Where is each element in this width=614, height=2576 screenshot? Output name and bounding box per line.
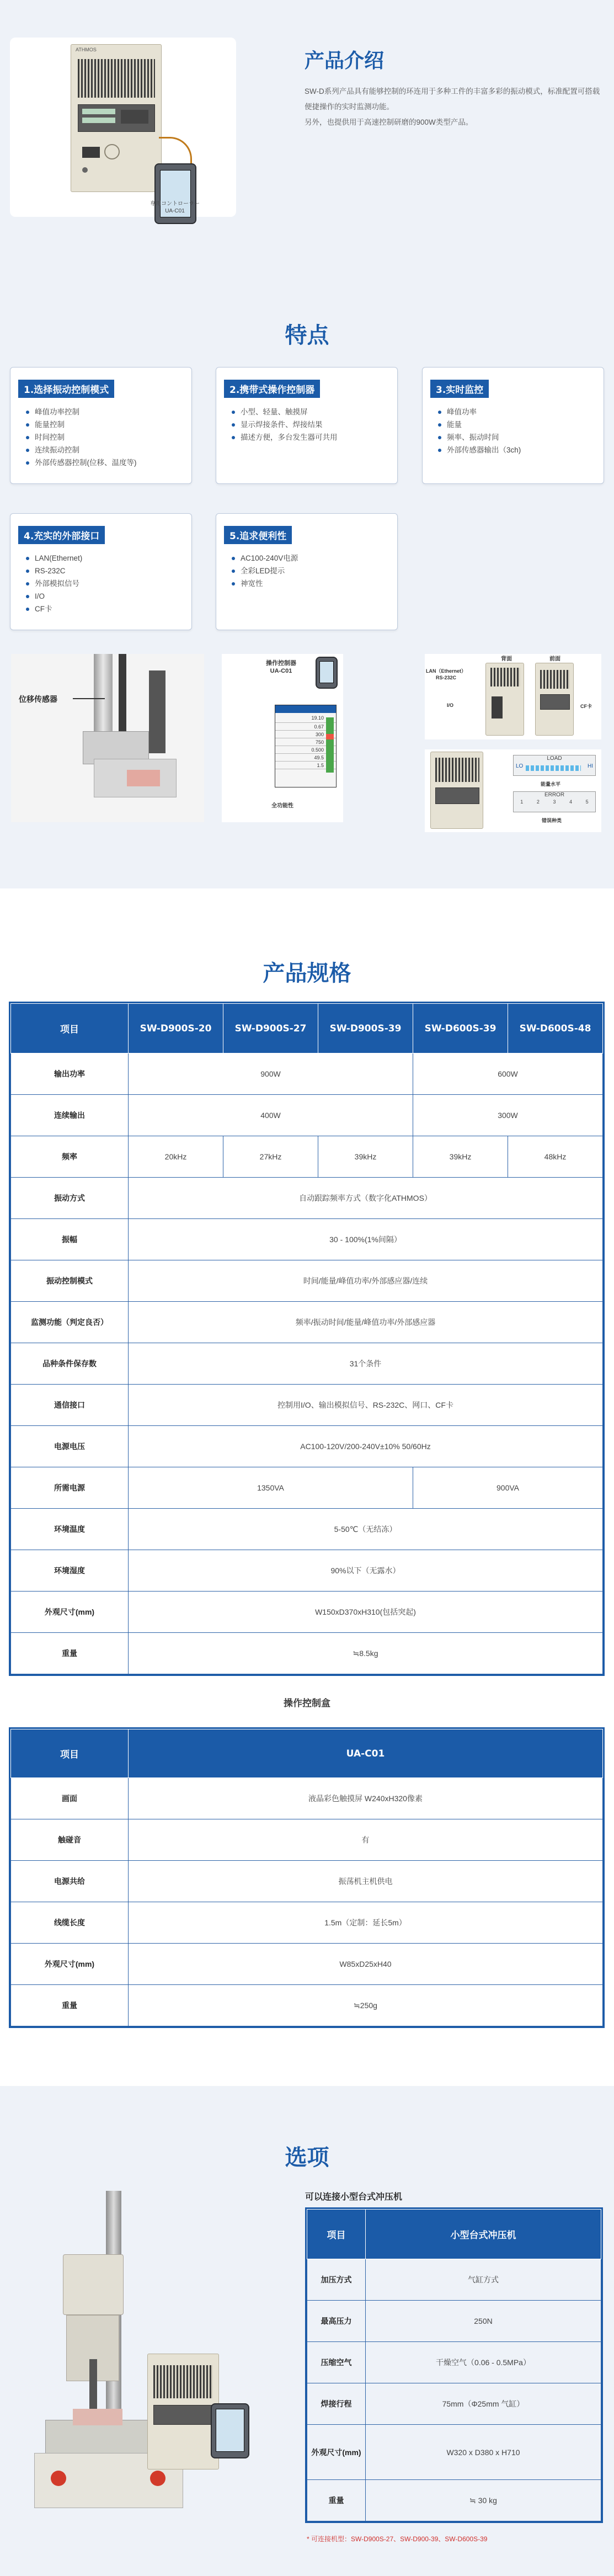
intro-section: [0, 0, 614, 259]
feature-card-title: 2.携带式操作控制器: [224, 380, 320, 398]
feature-card-2: [216, 367, 398, 484]
table-row: 品种条件保存数 31个条件: [11, 1343, 603, 1385]
feature-card-title: 1.选择振动控制模式: [18, 380, 114, 398]
sensor-label: 位移传感器: [19, 695, 57, 704]
feature-item: 外部模拟信号: [26, 577, 191, 590]
intro-paragraph-1: SW-D系列产品具有能够控制的环连用于多种工件的丰富多彩的振动模式，标准配置可搭载便捷操作的实时监测功能。: [305, 87, 600, 111]
table-row: 电源共给 振荡机主机供电: [11, 1861, 603, 1902]
feature-card-title: 5.追求便利性: [224, 526, 292, 544]
table-row: 最高压力 250N: [307, 2301, 601, 2342]
table-row: 外观尺寸(mm) W85xD25xH40: [11, 1944, 603, 1985]
device-brand: ATHMOS: [76, 47, 97, 52]
table-row: 振动方式 自动跟踪频率方式（数字化ATHMOS）: [11, 1178, 603, 1219]
table-row: 监测功能（判定良否） 频率/振动时间/能量/峰值功率/外部感应器: [11, 1302, 603, 1343]
load-display: LOAD LO HI: [513, 755, 596, 776]
feature-item: CF卡: [26, 603, 191, 615]
controller-box-title: 操作控制盒: [284, 1698, 330, 1709]
table-row: 外观尺寸(mm) W150xD370xH310(包括突起): [11, 1592, 603, 1633]
feature-item: 全彩LED提示: [232, 565, 397, 577]
controller-screen: 19.10 0.67 300 750 0.500 49.5 1.5: [275, 705, 337, 787]
feature-item: 频率、振动时间: [438, 431, 604, 444]
table-row: 线缆长度 1.5m（定制：延长5m）: [11, 1902, 603, 1944]
feature-item: 小型、轻量、触摸屏: [232, 406, 397, 418]
table-row: 重量 ≒ 30 kg: [307, 2480, 601, 2521]
table-row: 外观尺寸(mm) W320 x D380 x H710: [307, 2425, 601, 2480]
table-row: 焊接行程 75mm（Φ25mm 气缸）: [307, 2383, 601, 2425]
gallery-image-interfaces: 背面 前面 LAN（Ethernet） RS-232C I/O CF卡: [425, 654, 601, 739]
feature-card-4: [10, 513, 192, 630]
options-footnote: * 可连接机型：SW-D900S-27、SW-D900-39、SW-D600S-39: [307, 2535, 488, 2543]
feature-item: 显示焊接条件、焊接结果: [232, 418, 397, 431]
gallery-image-controller: [222, 654, 343, 822]
specs-section: [0, 888, 614, 2086]
feature-card-5: [216, 513, 398, 630]
table-row: 通信接口 控制用I/O、输出模拟信号、RS-232C、网口、CF卡: [11, 1385, 603, 1426]
feature-item: 外部传感器控制(位移、温度等): [26, 456, 191, 469]
gallery-image-sensor: [11, 654, 204, 822]
table-row: 重量 ≒250g: [11, 1985, 603, 2026]
table-row: 电源电压 AC100-120V/200-240V±10% 50/60Hz: [11, 1426, 603, 1467]
feature-item: 神宽性: [232, 577, 397, 590]
controller-box-table: [9, 1727, 605, 2028]
spec-table: [9, 1002, 605, 1676]
options-table: [305, 2207, 603, 2523]
options-header-row: 项目 小型台式冲压机: [307, 2210, 601, 2259]
table-row: 触碰音 有: [11, 1819, 603, 1861]
gallery-image-indicators: LOAD LO HI 能量水平 ERROR 1 2 3 4 5 错误种类: [425, 749, 601, 832]
controller-bottom-label: 全功能性: [271, 803, 293, 809]
generator-unit: [71, 44, 162, 192]
image-caption: 専用コントローラー UA-C01: [150, 201, 200, 214]
intro-title: 产品介绍: [305, 50, 385, 72]
intro-product-image: [10, 38, 236, 217]
features-section: [0, 259, 614, 888]
feature-item: 描述方便，多台发生器可共用: [232, 431, 397, 444]
feature-card-title: 3.实时监控: [430, 380, 489, 398]
feature-item: 外部传感器输出（3ch): [438, 444, 604, 456]
intro-paragraph-2: 另外，也提供用于高速控制研磨的900W类型产品。: [305, 118, 473, 126]
table-row: 连续输出 400W 300W: [11, 1095, 603, 1136]
feature-card-1: [10, 367, 192, 484]
table-row: 振动控制模式 时间/能量/峰值功率/外部感应器/连续: [11, 1260, 603, 1302]
controller-header-row: 项目 UA-C01: [11, 1729, 603, 1778]
feature-item: LAN(Ethernet): [26, 552, 191, 565]
intro-text: [305, 84, 602, 130]
options-title: 选项: [285, 2145, 329, 2170]
feature-item: AC100-240V电源: [232, 552, 397, 565]
feature-card-title: 4.充实的外部接口: [18, 526, 105, 544]
table-row: 加压方式 气缸方式: [307, 2259, 601, 2301]
specs-title: 产品规格: [263, 961, 351, 986]
options-subtitle: 可以连接小型台式冲压机: [305, 2191, 403, 2202]
feature-item: 能量控制: [26, 418, 191, 431]
feature-item: 时间控制: [26, 431, 191, 444]
press-machine-image: [12, 2188, 288, 2530]
spec-header-row: 项目 SW-D900S-20 SW-D900S-27 SW-D900S-39 SW-D600S-39 SW-D600S-48: [11, 1004, 603, 1053]
feature-item: 峰值功率: [438, 406, 604, 418]
table-row: 环境温度 5-50℃（无结冻）: [11, 1509, 603, 1550]
table-row: 频率 20kHz 27kHz 39kHz 39kHz 48kHz: [11, 1136, 603, 1178]
table-row: 环境湿度 90%以下（无露水）: [11, 1550, 603, 1592]
table-row: 压缩空气 干燥空气（0.06 - 0.5MPa）: [307, 2342, 601, 2383]
table-row: 振幅 30 - 100%(1%间隔）: [11, 1219, 603, 1260]
feature-item: 峰值功率控制: [26, 406, 191, 418]
table-row: 重量 ≒8.5kg: [11, 1633, 603, 1674]
table-row: 所需电源 1350VA 900VA: [11, 1467, 603, 1509]
features-title: 特点: [285, 323, 329, 348]
controller-tablet: [154, 163, 196, 224]
controller-label: 操作控制器 UA-C01: [266, 660, 296, 674]
table-row: 画面 液晶彩色触摸屏 W240xH320像素: [11, 1778, 603, 1819]
feature-item: 连续振动控制: [26, 444, 191, 456]
error-display: ERROR 1 2 3 4 5: [513, 791, 596, 812]
table-row: 输出功率 900W 600W: [11, 1053, 603, 1095]
feature-item: I/O: [26, 590, 191, 603]
feature-item: 能量: [438, 418, 604, 431]
options-section: [0, 2086, 614, 2576]
feature-card-3: [422, 367, 604, 484]
feature-item: RS-232C: [26, 565, 191, 577]
